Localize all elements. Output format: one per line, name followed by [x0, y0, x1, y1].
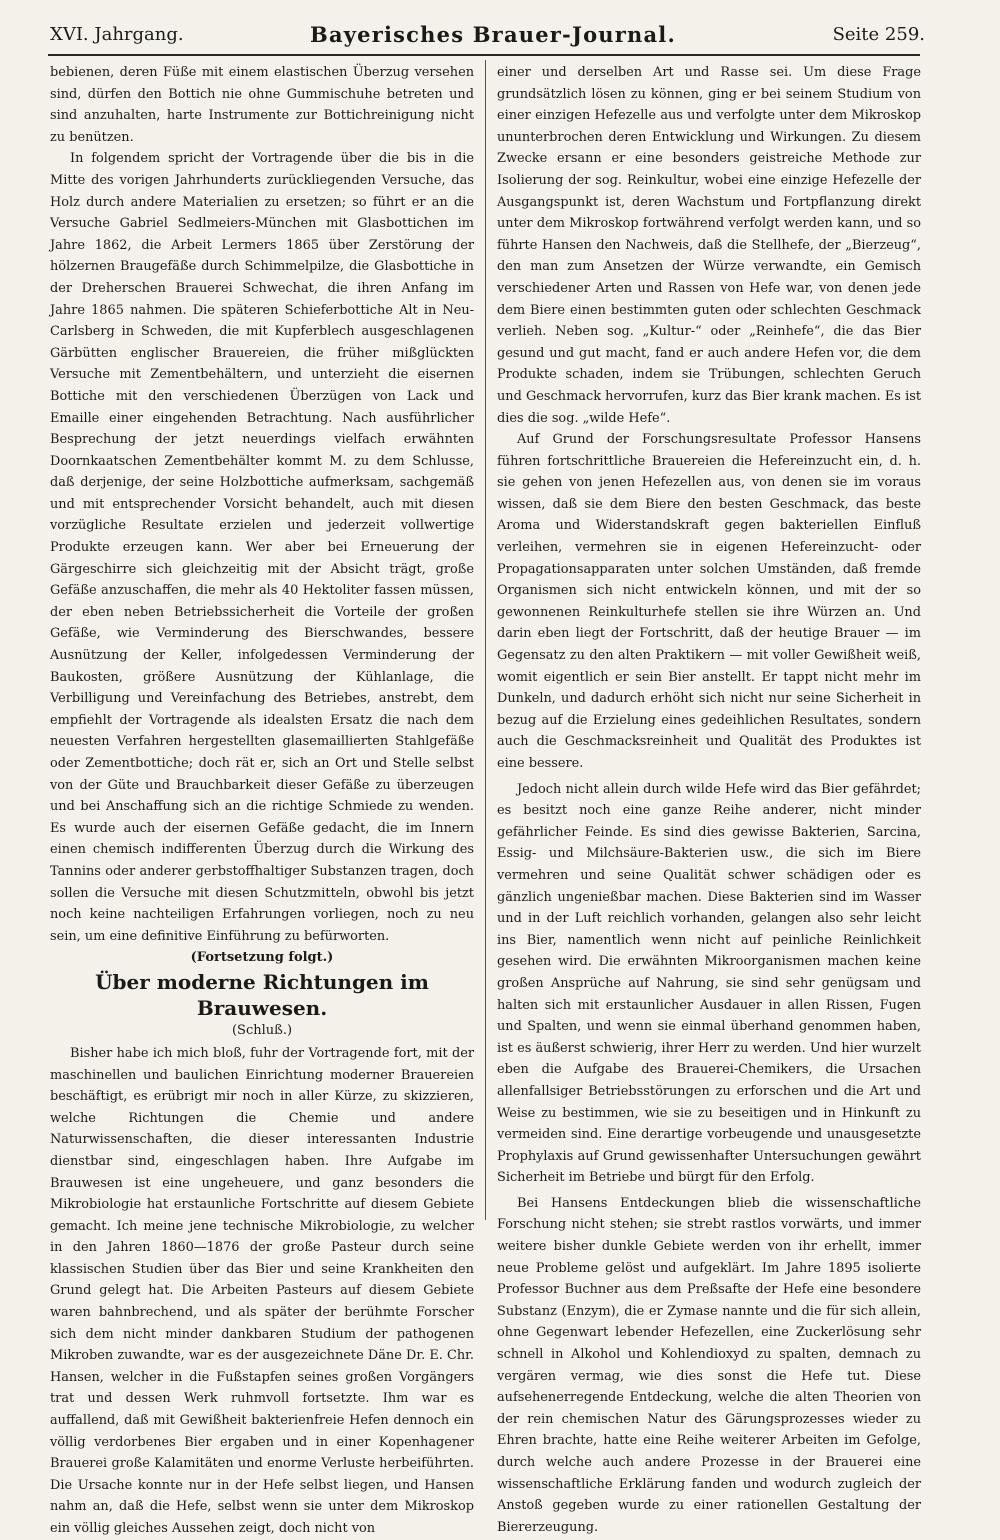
right-column: [497, 62, 921, 1538]
volume-label: XVI. Jahrgang.: [50, 24, 184, 45]
article-title: Über moderne Richtungen im Brauwesen.: [95, 969, 429, 1020]
paragraph: Auf Grund der Forschungsresultate Professor Hansens führen fortschrittliche Brauereien die Hefereinzucht ein, d. h. sie gehen von jenen Hefezellen aus, von denen sie im voraus wissen, daß sie dem Biere den besten Geschmack, das beste Aroma und Widerstandskraft gegen bakteriellen Einfluß verleihen, vermehren sie in eigenen Hefereinzucht- oder Propagationsapparaten unter solchen Umständen, daß fremde Organismen sich nicht entwickeln können, und mit der so gewonnenen Reinkulturhefe stellen sie ihre Würzen an. Und darin eben liegt der Fortschritt, daß der heutige Brauer — im Gegensatz zu den alten Praktikern — mit voller Gewißheit weiß, womit eigentlich er sein Bier anstellt. Er tappt nicht mehr im Dunkeln, und dadurch erhöht sich nicht nur seine Sicherheit in bezug auf die Erzielung eines gedeihlichen Resultates, sondern auch die Geschmacksreinheit und Qualität des Produktes ist eine bessere.: [497, 432, 921, 771]
paragraph: Jedoch nicht allein durch wilde Hefe wird das Bier gefährdet; es besitzt noch eine ganze Reihe anderer, nicht minder gefährlicher Feinde. Es sind dies gewisse Bakterien, Sarcina, Essig- und Milchsäure-Bakterien usw., die sich im Biere vermehren und seine Qualität schwer schädigen oder es gänzlich ungenießbar machen. Diese Bakterien sind im Wasser und in der Luft reichlich vorhanden, gelangen also sehr leicht ins Bier, namentlich wenn nicht auf peinliche Reinlichkeit gesehen wird. Die erwähnten Mikroorganismen machen keine großen Ansprüche auf Nahrung, sie sind sehr genügsam und halten sich mit erstaunlicher Ausdauer in allen Rissen, Fugen und Spalten, und wenn sie einmal überhand genommen haben, ist es äußerst schwierig, ihrer Herr zu werden. Und hier wurzelt eben die Aufgabe des Brauerei-Chemikers, die Ursachen allenfallsiger Betriebsstörungen zu erforschen und die Art und Weise zu bestimmen, wie sie zu beseitigen und in Hinkunft zu vermeiden sind. Eine derartige vorbeugende und unausgesetzte Prophylaxis auf Grund gewissenhafter Untersuchungen gewährt Sicherheit im Betriebe und bürgt für den Erfolg.: [497, 781, 921, 1186]
paragraph: Bei Hansens Entdeckungen blieb die wissenschaftliche Forschung nicht stehen; sie strebt rastlos vorwärts, und immer weitere bisher dunkle Gebiete werden von ihr erhellt, immer neue Probleme gelöst und aufgeklärt. Im Jahre 1895 isolierte Professor Buchner aus dem Preßsafte der Hefe eine besondere Substanz (Enzym), die er Zymase nannte und die für sich allein, ohne Gegenwart lebender Hefezellen, eine Zuckerlösung sehr schnell in Alkohol und Kohlendioxyd zu spalten, demnach zu vergären vermag, wie dies sonst die Hefe tut. Diese aufsehenerregende Entdeckung, welche die alten Theorien von der rein chemischen Natur des Gärungsprozesses wieder zu Ehren brachte, hatte eine Reihe weiterer Arbeiten im Gefolge, durch welche auch andere Prozesse in der Brauerei eine wissenschaftliche Erklärung fanden und wodurch zugleich der Anstoß gegeben wurde zu einer rationellen Gestaltung der Biererzeugung.: [497, 1195, 921, 1535]
paragraph: Bisher habe ich mich bloß, fuhr der Vortragende fort, mit der maschinellen und baulichen Einrichtung moderner Brauereien beschäftigt, es erübrigt mir noch in aller Kürze, zu skizzieren, welche Richtungen die Chemie und andere Naturwissenschaften, die dieser interessanten Industrie dienstbar sind, eingeschlagen haben. Ihre Aufgabe im Brauwesen ist eine ungeheuere, und ganz besonders die Mikrobiologie hat erstaunliche Fortschritte auf diesem Gebiete gemacht. Ich meine jene technische Mikrobiologie, zu welcher in den Jahren 1860—1876 der große Pasteur durch seine klassischen Studien über das Bier und seine Krankheiten den Grund gelegt hat. Die Arbeiten Pasteurs auf diesem Gebiete waren bahnbrechend, und als später der berühmte Forscher sich dem nicht minder dankbaren Studium der pathogenen Mikroben zuwandte, war es der ausgezeichnete Däne Dr. E. Chr. Hansen, welcher in die Fußstapfen seines großen Vorgängers trat und dessen Werk ruhmvoll fortsetzte. Ihm war es auffallend, daß mit Gewißheit bakterienfreie Hefen dennoch ein völlig verdorbenes Bier ergaben und in einer Kopenhagener Brauerei große Kalamitäten und enorme Verluste herbeiführten. Die Ursache konnte nur in der Hefe selbst liegen, und Hansen nahm an, daß die Hefe, selbst wenn sie unter dem Mikroskop ein völlig gleiches Aussehen zeigt, doch nicht von: [50, 1045, 474, 1536]
article-subtitle: (Schluß.): [231, 1022, 293, 1038]
paragraph: bebienen, deren Füße mit einem elastischen Überzug versehen sind, dürfen den Bottich nie ohne Gummischuhe betreten und sind anzuhalten, harte Instrumente zur Bottichreinigung nicht zu benützen.: [50, 65, 474, 145]
page-number: Seite 259.: [832, 24, 925, 45]
page-header: [40, 22, 925, 52]
column-divider: [485, 60, 486, 1220]
continuation-note: (Fortsetzung folgt.): [190, 950, 334, 966]
paragraph: einer und derselben Art und Rasse sei. Um diese Frage grundsätzlich lösen zu können, ging er bei seinem Studium von einer einzigen Hefezelle aus und verfolgte unter dem Mikroskop ununterbrochen deren Entwicklung und Wirkungen. Zu diesem Zwecke ersann er eine besonders geistreiche Methode zur Isolierung der sog. Reinkultur, wobei eine einzige Hefezelle der Ausgangspunkt ist, deren Wachstum und Fortpflanzung direkt unter dem Mikroskop fortwährend verfolgt werden kann, und so führte Hansen den Nachweis, daß die Stellhefe, der „Bierzeug“, den man zum Ansetzen der Würze verwandte, ein Gemisch verschiedener Arten und Rassen von Hefe war, von denen jede dem Biere einen bestimmten guten oder schlechten Geschmack verlieh. Neben sog. „Kultur-“ oder „Reinhefe“, die das Bier gesund und gut macht, fand er auch andere Hefen vor, die dem Produkte schaden, indem sie Trübungen, schlechten Geruch und Geschmack hervorrufen, kurz das Bier krank machen. Es ist dies die sog. „wilde Hefe“.: [497, 65, 921, 426]
paragraph: In folgendem spricht der Vortragende über die bis in die Mitte des vorigen Jahrhunderts zurückliegenden Versuche, das Holz durch andere Materialien zu ersetzen; so führt er an die Versuche Gabriel Sedlmeiers-München mit Glasbottichen im Jahre 1862, die Arbeit Lermers 1865 über Zerstörung der hölzernen Braugefäße durch Schimmelpilze, die Glasbottiche in der Dreherschen Brauerei Schwechat, die ihren Anfang im Jahre 1865 nahmen. Die späteren Schieferbottiche Alt in Neu-Carlsberg in Schweden, die mit Kupferblech ausgeschlagenen Gärbütten englischer Brauereien, die früher mißglückten Versuche mit Zementbehältern, und unterzieht die eisernen Bottiche mit den verschiedenen Überzügen von Lack und Emaille einer eingehenden Betrachtung. Nach ausführlicher Besprechung der jetzt neuerdings vielfach erwähnten Doornkaatschen Zementbehälter kommt M. zu dem Schlusse, daß derjenige, der seine Holzbottiche aufmerksam, sachgemäß und mit entsprechender Vorsicht behandelt, auch mit diesen vorzügliche Resultate erzielen und jederzeit vollwertige Produkte erzeugen kann. Wer aber bei Erneuerung der Gärgeschirre sich gleichzeitig mit der Absicht trägt, große Gefäße anzuschaffen, die mehr als 40 Hektoliter fassen müssen, der eben neben Betriebssicherheit die Vorteile der großen Gefäße, wie Verminderung des Bierschwandes, bessere Ausnützung der Keller, infolgedessen Verminderung der Baukosten, größere Ausnützung der Kühlanlage, die Verbilligung und Vereinfachung des Betriebes, anstrebt, dem empfiehlt der Vortragende als idealsten Ersatz die nach dem neuesten Verfahren hergestellten glasemaillierten Stahlgefäße oder Zementbottiche; doch rät er, sich an Ort und Stelle selbst von der Güte und Brauchbarkeit dieser Gefäße zu überzeugen und bei Anschaffung sich an die richtige Schmiede zu wenden. Es wurde auch der eisernen Gefäße gedacht, die im Innern einen chemisch indifferenten Überzug durch die Wirkung des Tannins oder anderer gerbstoffhaltiger Substanzen tragen, doch sollen die Versuche mit diesen Schutzmitteln, obwohl bis jetzt noch keine nachteiligen Erfahrungen vorliegen, noch zu neu sein, um eine definitive Einführung zu befürworten.: [50, 151, 474, 944]
header-rule: [48, 54, 920, 56]
left-column: [50, 62, 474, 1540]
journal-title: Bayerisches Brauer-Journal.: [310, 22, 677, 47]
